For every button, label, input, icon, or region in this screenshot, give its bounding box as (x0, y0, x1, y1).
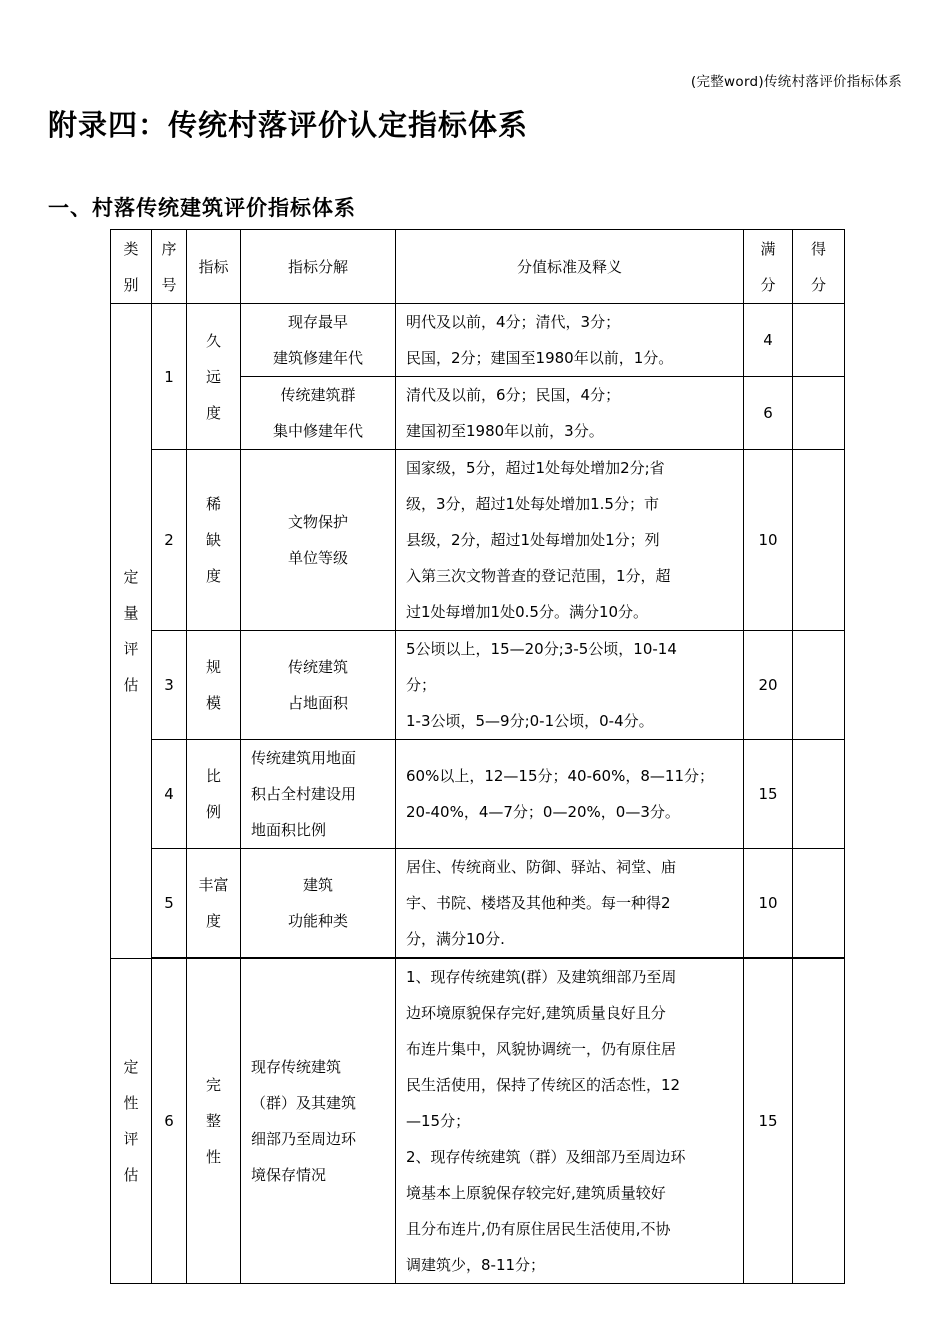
seq-cell: 6 (152, 959, 187, 1284)
standard-line: 分； (406, 676, 437, 694)
full-score-cell: 6 (744, 377, 793, 450)
breakdown-line: 境保存情况 (251, 1166, 327, 1184)
header-breakdown (241, 230, 396, 304)
indicator-char: 度 (205, 403, 221, 422)
score-cell[interactable] (793, 849, 845, 958)
table-row (111, 959, 845, 1284)
header-indicator (187, 230, 241, 304)
breakdown-line: 单位等级 (287, 549, 348, 567)
indicator-cell (187, 304, 241, 450)
breakdown-line: 地面积比例 (251, 821, 327, 839)
standard-cell (396, 959, 744, 1284)
standard-line: 边环境原貌保存完好,建筑质量良好且分 (406, 1004, 666, 1022)
standard-line: 调建筑少，8-11分； (406, 1256, 546, 1274)
indicator-char: 久 (205, 331, 221, 350)
header-category (111, 230, 152, 304)
header-full-score (744, 230, 793, 304)
standard-cell (396, 740, 744, 849)
standard-cell (396, 304, 744, 377)
score-cell[interactable] (793, 631, 845, 740)
header-score (793, 230, 845, 304)
indicator-char: 例 (205, 803, 221, 821)
indicator-cell (187, 740, 241, 849)
breakdown-line: 积占全村建设用 (251, 785, 357, 803)
breakdown-line: 传统建筑群 (280, 386, 356, 404)
standard-line: 5公顷以上，15—20分;3-5公顷，10-14 (406, 640, 677, 658)
standard-line: 境基本上原貌保存较完好,建筑质量较好 (406, 1184, 666, 1202)
header-standard (396, 230, 744, 304)
seq-cell: 3 (152, 631, 187, 740)
standard-line: 过1处每增加1处0.5分。满分10分。 (406, 603, 649, 621)
full-score-cell: 15 (744, 959, 793, 1284)
standard-line: 建国初至1980年以前，3分。 (406, 422, 604, 440)
standard-line: 1-3公顷，5—9分;0-1公顷，0-4分。 (406, 712, 654, 730)
indicator-char: 规 (205, 658, 221, 676)
indicator-char: 丰富 (198, 876, 229, 894)
standard-line: 且分布连片,仍有原住居民生活使用,不协 (406, 1220, 671, 1238)
indicator-char: 度 (205, 912, 221, 930)
header-score-line: 分 (810, 275, 826, 294)
indicator-char: 完 (205, 1076, 221, 1094)
header-category-line: 别 (123, 275, 139, 294)
indicator-char: 比 (205, 767, 221, 785)
indicator-cell (187, 849, 241, 958)
seq-cell: 1 (152, 304, 187, 450)
indicator-char: 整 (205, 1112, 221, 1130)
indicator-char: 度 (205, 567, 221, 585)
indicator-char: 模 (205, 694, 221, 712)
breakdown-cell (241, 377, 396, 450)
standard-line: 入第三次文物普查的登记范围，1分，超 (406, 567, 671, 585)
standard-cell (396, 377, 744, 450)
standard-line: 2、现存传统建筑（群）及细部乃至周边环 (406, 1148, 686, 1166)
breakdown-line: 建筑 (302, 876, 333, 894)
header-seq-line: 号 (161, 275, 177, 294)
score-cell[interactable] (793, 304, 845, 377)
breakdown-line: （群）及其建筑 (251, 1094, 357, 1112)
breakdown-line: 功能种类 (287, 912, 348, 930)
breakdown-line: 细部乃至周边环 (251, 1130, 357, 1148)
category-qual-char: 性 (123, 1094, 139, 1112)
category-quant-char: 量 (123, 604, 139, 622)
breakdown-line: 现存最早 (287, 313, 348, 331)
header-seq (152, 230, 187, 304)
category-quantitative (111, 304, 152, 959)
full-score-cell: 15 (744, 740, 793, 849)
category-qual-char: 估 (123, 1166, 139, 1184)
indicator-cell (187, 959, 241, 1284)
category-qual-char: 评 (123, 1130, 139, 1148)
breakdown-line: 集中修建年代 (272, 422, 363, 440)
standard-line: 宇、书院、楼塔及其他种类。每一种得2 (406, 894, 671, 912)
standard-cell (396, 631, 744, 740)
breakdown-line: 建筑修建年代 (272, 349, 363, 367)
standard-line: 县级，2分，超过1处每增加处1分；列 (406, 531, 660, 549)
category-quant-char: 估 (123, 676, 139, 694)
table-header-row (111, 230, 845, 304)
standard-line: 国家级，5分，超过1处每处增加2分;省 (406, 459, 665, 477)
breakdown-line: 现存传统建筑 (251, 1058, 342, 1076)
full-score-cell: 4 (744, 304, 793, 377)
standard-line: 清代及以前，6分；民国，4分； (406, 386, 621, 404)
standard-line: 级，3分，超过1处每处增加1.5分；市 (406, 495, 659, 513)
table-row (111, 450, 845, 631)
table-row (111, 740, 845, 849)
header-breakdown-text: 指标分解 (287, 257, 348, 276)
standard-cell (396, 849, 744, 958)
indicator-cell (187, 450, 241, 631)
seq-cell: 4 (152, 740, 187, 849)
score-cell[interactable] (793, 959, 845, 1284)
category-qualitative (111, 959, 152, 1284)
header-indicator-text: 指标 (198, 257, 229, 276)
section-title: 一、村落传统建筑评价指标体系 (48, 196, 356, 220)
full-score-cell: 10 (744, 849, 793, 958)
standard-line: 60%以上，12—15分；40-60%，8—11分； (406, 767, 714, 785)
category-qual-char: 定 (123, 1058, 139, 1076)
breakdown-cell (241, 450, 396, 631)
breakdown-line: 文物保护 (287, 513, 348, 531)
table-row (111, 304, 845, 377)
score-cell[interactable] (793, 450, 845, 631)
header-seq-line: 序 (161, 239, 177, 258)
document-title: 附录四：传统村落评价认定指标体系 (48, 108, 529, 142)
header-full-line: 满 (760, 239, 776, 258)
category-quant-char: 评 (123, 640, 139, 658)
indicator-cell (187, 631, 241, 740)
header-category-line: 类 (123, 239, 139, 258)
breakdown-cell (241, 740, 396, 849)
score-cell[interactable] (793, 740, 845, 849)
breakdown-cell (241, 849, 396, 958)
standard-line: 分，满分10分. (406, 930, 505, 948)
header-full-line: 分 (760, 275, 776, 294)
breakdown-cell (241, 631, 396, 740)
standard-line: 居住、传统商业、防御、驿站、祠堂、庙 (406, 858, 677, 876)
breakdown-line: 传统建筑用地面 (251, 749, 357, 767)
standard-line: 民生活使用，保持了传统区的活态性，12 (406, 1076, 681, 1094)
standard-line: 20-40%，4—7分；0—20%，0—3分。 (406, 803, 680, 821)
standard-cell (396, 450, 744, 631)
seq-cell: 5 (152, 849, 187, 958)
evaluation-table (110, 229, 845, 1284)
indicator-char: 远 (205, 367, 221, 386)
page-header-filename: (完整word)传统村落评价指标体系 (690, 74, 902, 90)
header-standard-text: 分值标准及释义 (516, 257, 622, 276)
full-score-cell: 20 (744, 631, 793, 740)
standard-line: 明代及以前，4分；清代，3分； (406, 313, 621, 331)
standard-line: —15分； (406, 1112, 471, 1130)
table-row (111, 849, 845, 958)
breakdown-cell (241, 304, 396, 377)
indicator-char: 性 (205, 1148, 221, 1166)
score-cell[interactable] (793, 377, 845, 450)
breakdown-cell (241, 959, 396, 1284)
standard-line: 布连片集中，风貌协调统一，仍有原住居 (406, 1040, 677, 1058)
indicator-char: 稀 (205, 495, 221, 513)
breakdown-line: 传统建筑 (287, 658, 348, 676)
full-score-cell: 10 (744, 450, 793, 631)
category-quant-char: 定 (123, 568, 139, 586)
table-row (111, 631, 845, 740)
standard-line: 民国，2分；建国至1980年以前，1分。 (406, 349, 674, 367)
header-score-line: 得 (810, 239, 826, 258)
standard-line: 1、现存传统建筑(群）及建筑细部乃至周 (406, 968, 677, 986)
indicator-char: 缺 (205, 531, 221, 549)
seq-cell: 2 (152, 450, 187, 631)
breakdown-line: 占地面积 (287, 694, 348, 712)
